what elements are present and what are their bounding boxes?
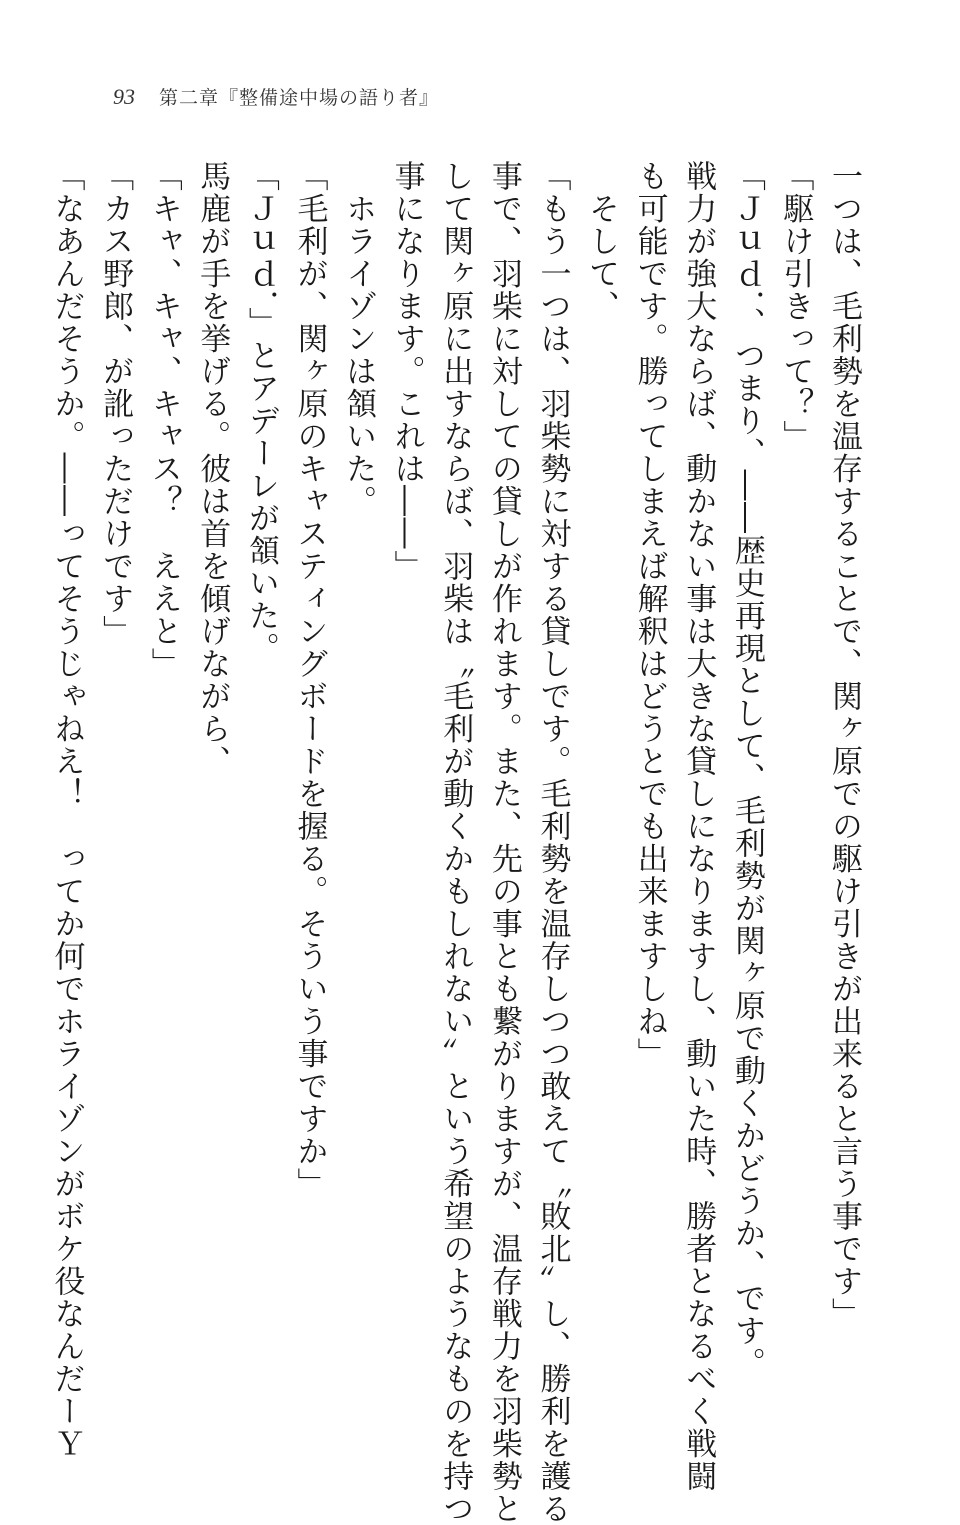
text-line: 「駆け引きって？」 — [777, 160, 814, 453]
text-line: 一つは、毛利勢を温存することで、関ヶ原での駆け引きが出来ると言う事です」 — [826, 160, 862, 1330]
text-line: 「カス野郎、が訛っただけです」 — [97, 160, 134, 648]
text-line: 「毛利が、関ヶ原のキャスティングボードを握る。そういう事ですか」 — [291, 160, 328, 1200]
text-line: 戦力が強大ならば、動かない事は大きな貸しになりますし、動いた時、勝者となるべく戦闘 — [680, 160, 717, 1493]
text-line: 馬鹿が手を挙げる。彼は首を傾げながら、 — [194, 160, 231, 778]
text-line: そして、 — [583, 160, 620, 323]
running-header — [113, 83, 439, 110]
chapter-title: 第二章『整備途中場の語り者』 — [159, 87, 440, 109]
text-line: ホライゾンは頷いた。 — [340, 160, 377, 518]
text-line: 「もう一つは、羽柴勢に対する貸しです。毛利勢を温存しつつ敢えて〝敗北〟し、勝利を護る — [534, 160, 571, 1525]
text-line: 「Ｊｕｄ．、つまり、――歴史再現として、毛利勢が関ヶ原で動くかどうか、です。 — [728, 160, 765, 1380]
text-line: 「なあんだそうか。――ってそうじゃねえ！ ってか何でホライゾンがボケ役なんだーＹ — [48, 160, 85, 1460]
text-line: 事になります。これは――」 — [388, 160, 425, 583]
text-line: して関ヶ原に出すならば、羽柴は〝毛利が動くかもしれない〟という希望のようなものを持つ — [437, 160, 474, 1525]
text-line: も可能です。勝ってしまえば解釈はどうとでも出来ますしね」 — [631, 160, 668, 1070]
text-line: 事で、羽柴に対しての貸しが作れます。また、先の事とも繋がりますが、温存戦力を羽柴勢と — [485, 160, 522, 1525]
text-line: 「Ｊｕｄ．」とアデーレが頷いた。 — [242, 160, 279, 665]
page-number: 93 — [113, 84, 135, 109]
text-line: 「キャ、キャ、キャス？ ええと」 — [145, 160, 182, 680]
vertical-body-text — [42, 160, 868, 1525]
